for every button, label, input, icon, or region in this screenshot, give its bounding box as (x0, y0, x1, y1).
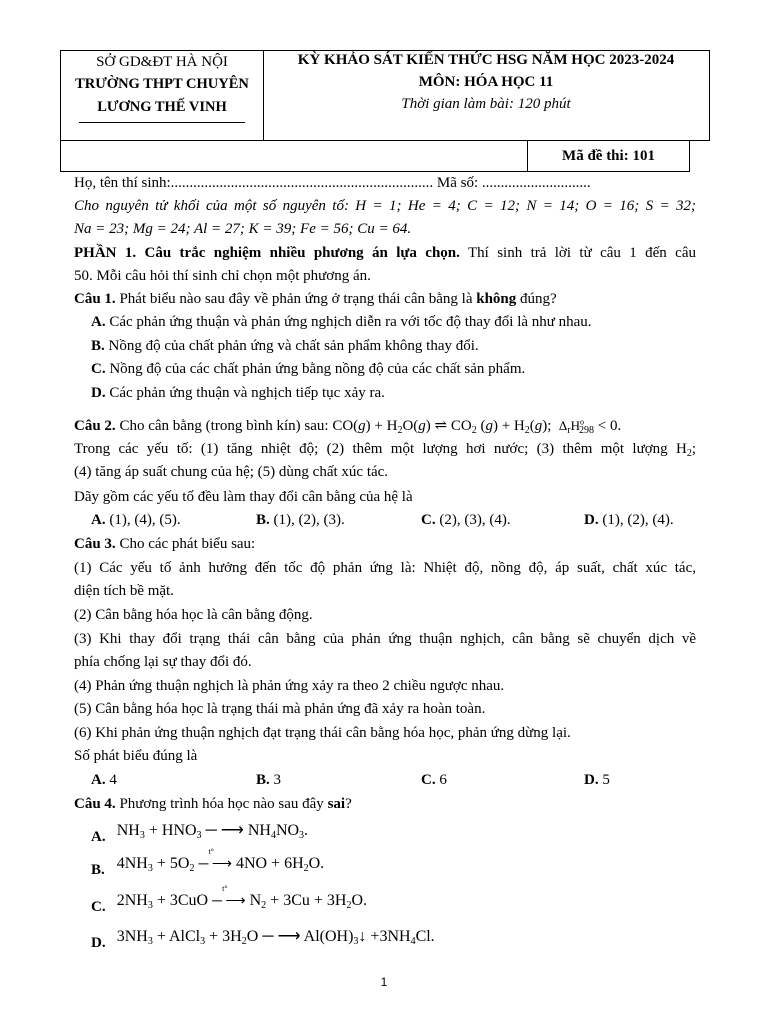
question-2-option-a (91, 509, 181, 532)
statement-5: (5) Cân bằng hóa học là trạng thái mà phản ứng đã xảy ra hoàn toàn. (74, 701, 486, 717)
part1-instruction: Thí sinh trả lời từ câu 1 đến câu (459, 245, 696, 261)
option-letter: A. (91, 772, 106, 788)
question-3-option-b (256, 769, 281, 792)
option-letter: D. (584, 512, 599, 528)
option-text: Các phản ứng thuận và nghịch tiếp tục xảy ra. (105, 385, 385, 401)
exam-duration: Thời gian làm bài: 120 phút (401, 96, 571, 112)
question-2-line2: Trong các yếu tố: (1) tăng nhiệt độ; (2) thêm một lượng hơi nước; (3) thêm một lượng $H_2$; (74, 441, 696, 459)
question-1-option-d (91, 382, 691, 406)
question-3-ask: Số phát biểu đúng là (74, 748, 198, 764)
part1-heading (74, 242, 696, 266)
atomic-masses-line1: Cho nguyên tử khối của một số nguyên tố: H = 1; He = 4; C = 12; N = 14; O = 16; S = 32; (74, 198, 696, 214)
question-1-emphasis: không (476, 291, 517, 307)
question-1-label: Câu 1. (74, 291, 116, 307)
option-letter: D. (91, 385, 106, 401)
equation-c: $2NH_3 + 3CuO$ t° ─ ⟶ $N_2 + 3Cu + 3H_2O$. (116, 884, 368, 911)
school-name-line2: LƯƠNG THẾ VINH (97, 99, 227, 115)
question-2-option-c (421, 509, 511, 532)
question-2-stem (74, 414, 696, 439)
equilibrium-equation: $CO(g) + H_2O(g)$ ⇌ $CO_2$ $(g) + H_2(g)$; $\Delta_rH^o_{298} < 0$. (332, 417, 622, 436)
question-2-option-d (584, 509, 674, 532)
atomic-masses-line2: Na = 23; Mg = 24; Al = 27; K = 39; Fe = 56; Cu = 64. (74, 221, 412, 237)
equation-d: $3NH_3$ + AlCl$_3$ + $3H_2O$ ─ ⟶ $Al(OH)_3↓ +3NH_4Cl$. (116, 928, 435, 947)
question-1-option-a (91, 311, 691, 335)
option-letter: A. (91, 512, 106, 528)
option-letter: C. (91, 361, 106, 377)
option-text: 4 (105, 772, 117, 788)
statement-1a: (1) Các yếu tố ảnh hưởng đến tốc độ phản ứng là: Nhiệt độ, nồng độ, áp suất, chất xúc tác, (74, 560, 696, 576)
option-letter: A. (91, 829, 106, 845)
question-3-text: Cho các phát biểu sau: (115, 536, 256, 552)
equation-b: $4NH_3 + 5O_2$ t° ─ ⟶ $4NO + 6H_2O$. (116, 847, 325, 874)
question-1-text: Phát biểu nào sau đây về phản ứng ở trạng thái cân bằng là (115, 291, 477, 307)
option-letter: D. (584, 772, 599, 788)
candidate-line: Họ, tên thí sinh:...................................................................... Mã số: ............................. (74, 175, 591, 191)
exam-subject: MÔN: HÓA HỌC 11 (418, 74, 554, 90)
option-letter: C. (421, 512, 436, 528)
question-2-option-b (256, 509, 345, 532)
option-letter: B. (91, 338, 105, 354)
question-2-factors: Trong các yếu tố: (1) tăng nhiệt độ; (2) thêm một lượng hơi nước; (3) thêm một lượng H (74, 441, 687, 457)
header-box (60, 50, 710, 141)
question-2-line4: Dãy gồm các yếu tố đều làm thay đổi cân bằng của hệ là (74, 489, 413, 505)
option-letter: B. (91, 862, 105, 878)
exam-info (263, 51, 709, 140)
option-text: (1), (2), (4). (598, 512, 674, 528)
statement-2: (2) Cân bằng hóa học là cân bằng động. (74, 607, 313, 623)
option-letter: C. (421, 772, 436, 788)
question-4-label: Câu 4. (74, 796, 116, 812)
question-3-option-c (421, 769, 447, 792)
option-text: (1), (4), (5). (105, 512, 181, 528)
option-text: 6 (435, 772, 447, 788)
statement-4: (4) Phản ứng thuận nghịch là phản ứng xảy ra theo 2 chiều ngược nhau. (74, 678, 505, 694)
exam-title: KỲ KHẢO SÁT KIẾN THỨC HSG NĂM HỌC 2023-2024 (297, 52, 675, 68)
question-1-text-end: đúng? (516, 291, 557, 307)
question-4-option-b (91, 847, 325, 878)
exam-code-row (60, 140, 690, 172)
department-name: SỞ GD&ĐT HÀ NỘI (96, 54, 228, 70)
question-3-option-a (91, 769, 117, 792)
school-info (61, 51, 264, 140)
question-4-option-c (91, 884, 368, 915)
option-text: (1), (2), (3). (269, 512, 345, 528)
part1-title: PHẦN 1. Câu trắc nghiệm nhiều phương án lựa chọn. (74, 245, 460, 261)
question-4-option-a (91, 820, 309, 845)
page-number: 1 (380, 975, 388, 989)
question-1-stem (74, 288, 696, 312)
question-3-option-d (584, 769, 610, 792)
question-4-stem (74, 793, 696, 817)
option-letter: A. (91, 314, 106, 330)
question-2-text: Cho cân bằng (trong bình kín) sau: (115, 418, 333, 434)
question-4-option-d (91, 926, 435, 951)
question-2-label: Câu 2. (74, 418, 116, 434)
exam-code: Mã đề thi: 101 (527, 141, 689, 171)
school-name-line1: TRƯỜNG THPT CHUYÊN (75, 76, 249, 92)
question-3-label: Câu 3. (74, 536, 116, 552)
option-text: Nồng độ của các chất phản ứng bằng nồng độ của các chất sản phẩm. (105, 361, 526, 377)
option-text: 3 (269, 772, 282, 788)
option-text: (2), (3), (4). (435, 512, 511, 528)
question-3-stem (74, 533, 696, 557)
option-letter: D. (91, 935, 106, 951)
statement-3b: phía chống lại sự thay đổi đó. (74, 654, 252, 670)
equation-a: $NH_3 + HNO_3$ ─ ⟶ $NH_4NO_3$. (116, 822, 309, 841)
question-1-option-b (91, 335, 691, 359)
statement-1b: diện tích bề mặt. (74, 583, 174, 599)
question-4-text: Phương trình hóa học nào sau đây (115, 796, 328, 812)
option-letter: B. (256, 772, 270, 788)
reaction-arrow: t° ─ ⟶ (198, 847, 232, 872)
question-2-line3: (4) tăng áp suất chung của hệ; (5) dùng chất xúc tác. (74, 464, 389, 480)
statement-6: (6) Khi phản ứng thuận nghịch đạt trạng thái cân bằng hóa học, phản ứng dừng lại. (74, 725, 571, 741)
header-rule (79, 122, 245, 123)
reaction-arrow: t° ─ ⟶ (212, 884, 246, 909)
question-4-emphasis: sai (327, 796, 346, 812)
option-text: Các phản ứng thuận và phản ứng nghịch diễn ra với tốc độ thay đổi là như nhau. (105, 314, 592, 330)
option-text: Nồng độ của chất phản ứng và chất sản phẩm không thay đổi. (104, 338, 479, 354)
option-letter: C. (91, 899, 106, 915)
part1-instruction-cont: 50. Mỗi câu hỏi thí sinh chỉ chọn một phương án. (74, 268, 371, 284)
option-letter: B. (256, 512, 270, 528)
statement-3a: (3) Khi thay đổi trạng thái cân bằng của phản ứng thuận nghịch, cân bằng sẽ chuyển dịch về (74, 631, 696, 647)
question-4-text-end: ? (345, 796, 352, 812)
option-text: 5 (598, 772, 610, 788)
question-1-option-c (91, 358, 691, 382)
